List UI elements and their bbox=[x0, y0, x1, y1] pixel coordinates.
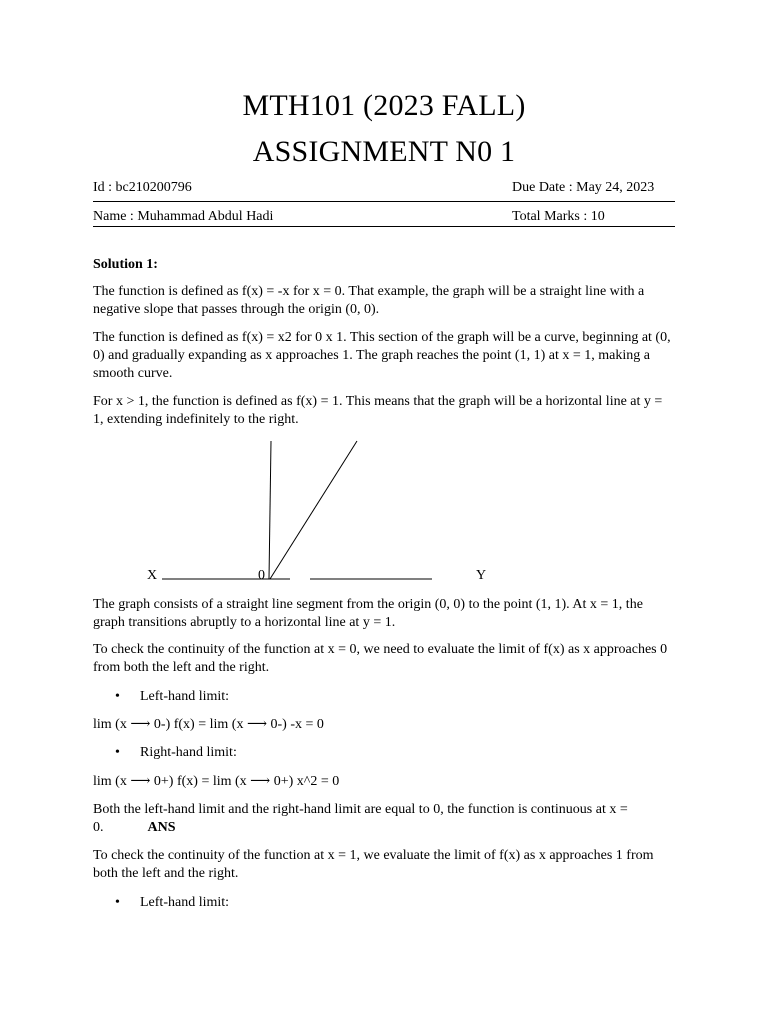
bullet-icon: • bbox=[115, 895, 120, 910]
graph-label-origin: 0 bbox=[258, 568, 265, 583]
student-id: Id : bc210200796 bbox=[93, 180, 192, 195]
paragraph-6 bbox=[93, 801, 675, 837]
graph-label-y: Y bbox=[476, 568, 487, 583]
paragraph-5: To check the continuity of the function at x = 0, we need to evaluate the limit of f(x) as x approaches 0 from both the left and the right. bbox=[93, 642, 668, 676]
solution-heading: Solution 1: bbox=[93, 257, 158, 272]
bullet-icon: • bbox=[115, 689, 120, 704]
student-name: Name : Muhammad Abdul Hadi bbox=[93, 209, 274, 224]
paragraph-6-text: Both the left-hand limit and the right-hand limit are equal to 0, the function is continuous at x = 0. bbox=[93, 802, 628, 836]
assignment-title: ASSIGNMENT N0 1 bbox=[252, 135, 516, 168]
function-graph bbox=[140, 436, 480, 586]
equation-1: lim (x ⟶ 0-) f(x) = lim (x ⟶ 0-) -x = 0 bbox=[93, 717, 324, 732]
vertical-line bbox=[269, 441, 271, 579]
bullet-left-limit: Left-hand limit: bbox=[140, 689, 230, 704]
paragraph-1: The function is defined as f(x) = -x for x = 0. That example, the graph will be a straight line with a negative slope that passes through the origin (0, 0). bbox=[93, 284, 645, 318]
total-marks: Total Marks : 10 bbox=[512, 209, 605, 224]
paragraph-2: The function is defined as f(x) = x2 for 0 x 1. This section of the graph will be a curve, beginning at (0, 0) and gradually expanding as x approaches 1. The graph reaches the point (1, 1) at x = 1, making a smooth curve. bbox=[93, 330, 671, 382]
paragraph-4: The graph consists of a straight line segment from the origin (0, 0) to the point (1, 1). At x = 1, the graph transitions abruptly to a horizontal line at y = 1. bbox=[93, 597, 643, 631]
paragraph-7: To check the continuity of the function at x = 1, we evaluate the limit of f(x) as x approaches 1 from both the left and the right. bbox=[93, 848, 654, 882]
equation-2: lim (x ⟶ 0+) f(x) = lim (x ⟶ 0+) x^2 = 0 bbox=[93, 774, 340, 789]
paragraph-3: For x > 1, the function is defined as f(x) = 1. This means that the graph will be a horizontal line at y = 1, extending indefinitely to the right. bbox=[93, 394, 663, 428]
bullet-left-limit-2: Left-hand limit: bbox=[140, 895, 230, 910]
divider bbox=[93, 226, 675, 227]
divider bbox=[93, 201, 675, 202]
due-date: Due Date : May 24, 2023 bbox=[512, 180, 655, 195]
slanted-line bbox=[270, 441, 357, 579]
ans-label: ANS bbox=[147, 820, 176, 836]
graph-label-x: X bbox=[147, 568, 158, 583]
course-title: MTH101 (2023 FALL) bbox=[242, 89, 526, 122]
bullet-icon: • bbox=[115, 745, 120, 760]
bullet-right-limit: Right-hand limit: bbox=[140, 745, 237, 760]
